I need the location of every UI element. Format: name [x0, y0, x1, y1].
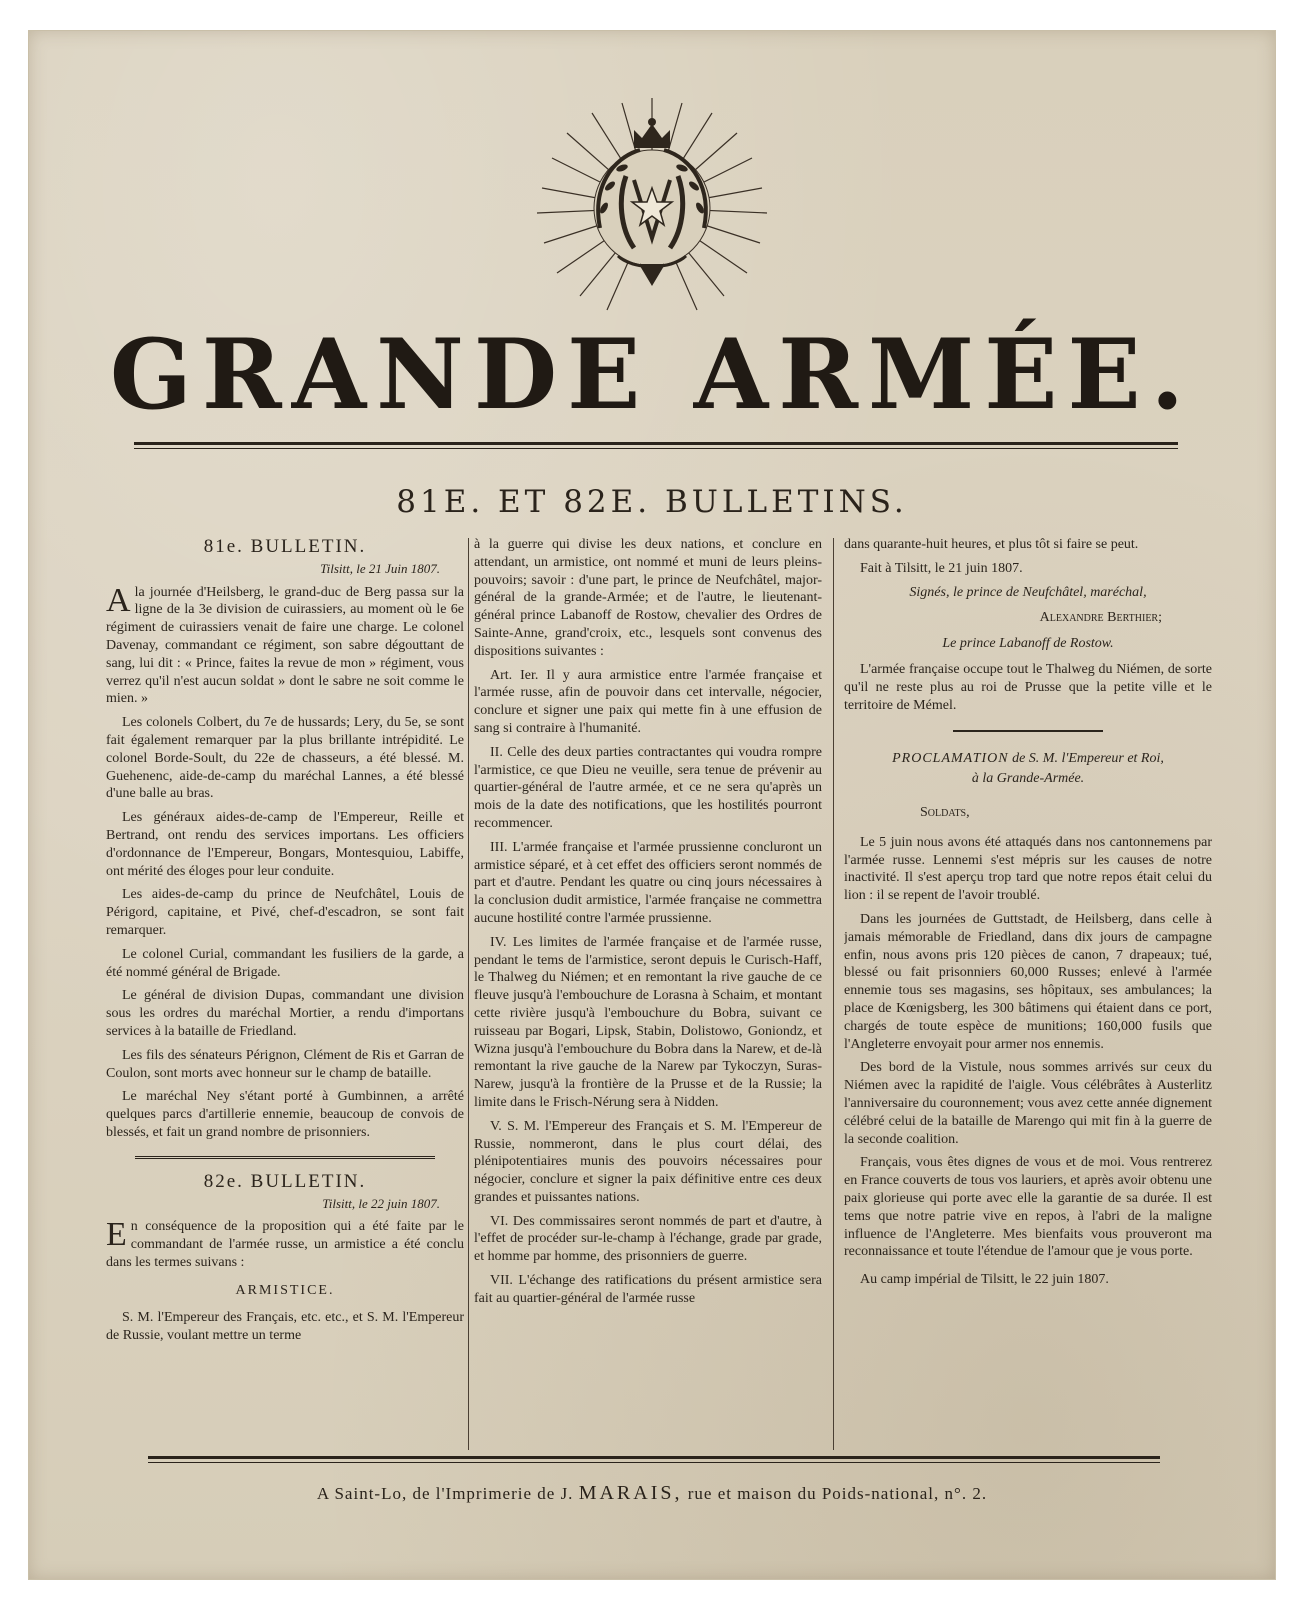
- column-rule: [468, 538, 469, 1450]
- signatures-line: Signés, le prince de Neufchâtel, maréchal,: [909, 584, 1147, 600]
- armistice-article-3: III. L'armée française et l'armée prussienne concluront un armistice séparé, et à cet effet des officiers seront nommés de part et d'autre. Pendant les quatre ou cinq jours nécessaires à la conclusion dudit armistice, l'armée française ne commettra aucune hostilité contre l'armée prussienne.: [474, 839, 822, 926]
- armistice-heading: ARMISTICE.: [235, 1282, 335, 1298]
- armistice-paragraph: à la guerre qui divise les deux nations, et conclure en attendant, un armistice, ont nommé et muni de leurs pleins-pouvoirs; savoir : d'une part, le prince de Neufchâtel, major-général de la grande-Armée; et de l'autre, le lieutenant-général prince Labanoff de Rostow, chevalier des Ordres de Sainte-Anne, grand'croix, etc., lesquels sont convenus des dispositions suivantes :: [474, 537, 822, 659]
- footer-rule: [148, 1456, 1160, 1459]
- imperial-emblem-icon: [522, 88, 782, 318]
- printer-imprint: [28, 1482, 1276, 1505]
- bulletin-81-paragraph: [106, 581, 464, 709]
- proclamation-title-line: de S. M. l'Empereur et Roi,: [1012, 751, 1164, 767]
- page-title: GRANDE ARMÉE.: [109, 318, 1195, 431]
- paragraph-text: n conséquence de la proposition qui a été faite par le commandant de l'armée russe, un armistice a été conclu dans les termes suivans :: [106, 1219, 464, 1270]
- bulletin-81-paragraph: Les colonels Colbert, du 7e de hussards; Lery, du 5e, se sont fait également remarquer par la plus brillante intrépidité. Le colonel Borde-Soult, du 22e de chasseurs, a été blessé. M. Guehenenc, aide-de-camp du maréchal Lannes, a été blessé d'une balle au bras.: [106, 715, 464, 802]
- title-rule: [134, 442, 1178, 445]
- bulletin-81-paragraph: Les fils des sénateurs Pérignon, Clément de Ris et Garran de Coulon, sont morts avec honneur sur le champ de bataille.: [106, 1047, 464, 1081]
- bulletin-81-paragraph: Le maréchal Ney s'étant porté à Gumbinnen, a arrêté quelques parcs d'artillerie ennemie, beaucoup de convois de blessés, et fait un grand nombre de prisonniers.: [106, 1089, 464, 1140]
- proclamation-paragraph: Français, vous êtes dignes de vous et de moi. Vous rentrerez en France couverts de tous vos lauriers, et après avoir obtenu une paix glorieuse qui porte avec elle la garantie de sa durée. Il est tems que notre patrie vive en repos, à l'abri de la maligne influence de l'Angleterre. Mes bienfaits vous prouveront ma reconnaissance et toute l'étendue de l'amour que je vous porte.: [844, 1155, 1212, 1260]
- armistice-article-5: V. S. M. l'Empereur des Français et S. M. l'Empereur de Russie, nommeront, dans le plus court délai, des plénipotentiaires munis des pouvoirs nécessaires pour négocier, conclure et signer la paix définitive entre ces deux grandes et puissantes nations.: [474, 1118, 822, 1205]
- proclamation-salutation: Soldats,: [920, 804, 970, 820]
- bulletin-81-heading: 81e. BULLETIN.: [203, 536, 367, 557]
- bulletin-81-dateline: Tilsitt, le 21 Juin 1807.: [320, 560, 440, 576]
- armistice-article-2: II. Celle des deux parties contractantes qui voudra rompre l'armistice, ce que Dieu ne veuille, sera tenue de prévenir au quartier-général de l'autre armée, et ce ne sera qu'après un mois de la date des notifications, que les hostilités pourront recommencer.: [474, 744, 822, 831]
- bulletin-81-paragraph: Les généraux aides-de-camp de l'Empereur, Reille et Bertrand, ont rendu des services importans. Les officiers d'ordonnance de l'Empereur, Bongars, Montesquiou, Labiffe, ont mérité des éloges pour leur conduite.: [106, 810, 464, 879]
- column-left: [106, 536, 464, 1448]
- armistice-article-4: IV. Les limites de l'armée française et de l'armée russe, pendant le tems de l'armistice, seront depuis le Curisch-Haff, le Thalweg du Niémen; et en remontant la rive gauche de ce fleuve jusqu'à l'embouchure de Lorasna à Schaim, et montant cette rivière jusqu'à l'embouchure du Bobra, suivant ce ruisseau par Bogari, Lipsk, Stabin, Dolistowo, Goniondz, et Wizna jusqu'à l'embouchure du Bobra dans la Narew, et de-là remontant la rive gauche de la Narew par Tykoczyn, Suras-Narew, jusqu'à la frontière de la Prusse et de la Russie; la limite dans le Frisch-Nérung sera à Nidden.: [474, 934, 822, 1110]
- armistice-article-7: VII. L'échange des ratifications du présent armistice sera fait au quartier-général de l'armée russe: [474, 1273, 822, 1306]
- signature-berthier: Alexandre Berthier;: [1039, 610, 1162, 626]
- proclamation-title: PROCLAMATION: [892, 751, 1009, 767]
- imprint-printer-name: MARAIS,: [578, 1482, 683, 1504]
- signature-labanoff: Le prince Labanoff de Rostow.: [942, 636, 1114, 652]
- signed-place-date: Fait à Tilsitt, le 21 juin 1807.: [860, 560, 1023, 576]
- armistice-paragraph: S. M. l'Empereur des Français, etc. etc., et S. M. l'Empereur de Russie, voulant mettre un terme: [106, 1310, 464, 1344]
- paragraph-text: la journée d'Heilsberg, le grand-duc de Berg passa sur la ligne de la 3e division de cuirassiers, au moment où le 6e régiment de cuirassiers venait de faire une charge. Le colonel Davenay, commandant ce régiment, son sabre dégouttant de sang, lui dit : « Prince, faites la revue de mon » régiment, vous verrez qu'il n'est aucun soldat » dont le sabre ne soit comme le mien. »: [106, 584, 464, 707]
- proclamation-subheading: à la Grande-Armée.: [971, 771, 1085, 787]
- bulletin-82-paragraph: [106, 1218, 464, 1271]
- imprint-address: rue et maison du Poids-national, n°. 2.: [687, 1484, 988, 1503]
- armistice-paragraph: dans quarante-huit heures, et plus tôt si faire se peut.: [844, 537, 1139, 552]
- proclamation-paragraph: Des bord de la Vistule, nous sommes arrivés sur ceux du Niémen avec la rapidité de l'aigle. Vous célébrâtes à Austerlitz l'anniversaire du couronnement; vous avez cette année dignement célébré celui de la bataille de Marengo qui mit fin à la guerre de la seconde coalition.: [844, 1060, 1212, 1147]
- bulletins-subtitle: 81E. ET 82E. BULLETINS.: [396, 484, 908, 520]
- bulletin-82-heading: 82e. BULLETIN.: [203, 1170, 367, 1192]
- armistice-article-1: Art. Ier. Il y aura armistice entre l'armée française et l'armée russe, afin de pouvoir dans cet intervalle, négocier, conclure et signer une paix qui mette fin à une effusion de sang si contraire à l'humanité.: [474, 667, 822, 736]
- column-rule: [833, 538, 834, 1450]
- bulletin-81-paragraph: Le général de division Dupas, commandant une division sous les ordres du maréchal Mortier, a rendu d'importans services à la bataille de Friedland.: [106, 988, 464, 1039]
- drop-cap: E: [106, 1216, 127, 1254]
- proclamation-heading: [844, 750, 1212, 768]
- proclamation-place-date: Au camp impérial de Tilsitt, le 22 juin 1807.: [860, 1272, 1109, 1288]
- bulletin-81-paragraph: Les aides-de-camp du prince de Neufchâtel, Louis de Périgord, capitaine, et Pivé, chef-d'escadron, se sont fait remarquer.: [106, 887, 464, 938]
- armistice-article-6: VI. Des commissaires seront nommés de part et d'autre, à l'effet de procéder sur-le-champ à l'échange, grade par grade, et homme par homme, des prisonniers de guerre.: [474, 1213, 822, 1265]
- drop-cap: A: [106, 581, 131, 619]
- proclamation-paragraph: Dans les journées de Guttstadt, de Heilsberg, dans celle à jamais mémorable de Friedland, dans dix jours de campagne enfin, nous avons pris 120 pièces de canon, 7 drapeaux; tué, blessé ou fait prisonniers 60,000 Russes; enlevé à l'armée ennemie tous ses magasins, ses hôpitaux, ses ambulances; la place de Kœnigsberg, les 300 bâtimens qui étaient dans ce port, chargés de toute espèce de munitions; 160,000 fusils que l'Angleterre envoyait pour armer nos ennemis.: [844, 911, 1212, 1052]
- bulletin-81-paragraph: Le colonel Curial, commandant les fusiliers de la garde, a été nommé général de Brigade.: [106, 946, 464, 980]
- column-middle: [474, 536, 822, 1448]
- section-divider: [953, 730, 1103, 732]
- column-right: [844, 536, 1212, 1448]
- broadside-sheet: [28, 30, 1276, 1580]
- section-divider: [135, 1156, 435, 1159]
- imprint-prefix: A Saint-Lo, de l'Imprimerie de J.: [316, 1484, 574, 1503]
- occupation-paragraph: L'armée française occupe tout le Thalweg du Niémen, de sorte qu'il ne reste plus au roi de Prusse que la petite ville et le territoire de Mémel.: [844, 661, 1212, 713]
- bulletin-82-dateline: Tilsitt, le 22 juin 1807.: [322, 1195, 440, 1211]
- proclamation-paragraph: Le 5 juin nous avons été attaqués dans nos cantonnemens par l'armée russe. Lennemi s'est mépris sur les causes de notre inactivité. Il s'est aperçu trop tard que notre repos était celui du lion : il se repent de l'avoir troublé.: [844, 834, 1212, 904]
